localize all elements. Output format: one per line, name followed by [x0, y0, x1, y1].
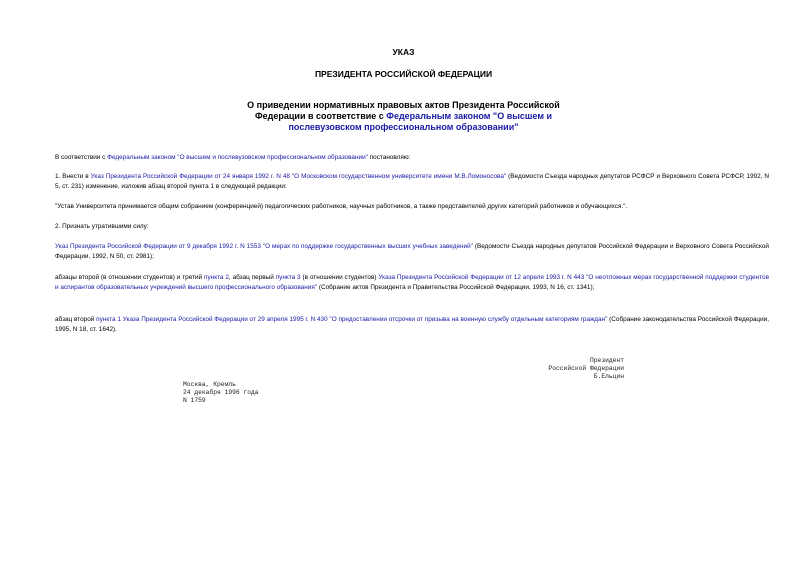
item-1-paragraph: [55, 172, 769, 192]
item-1-text-end: (Ведомости Съезда народных депутатов РСФСР и Верховного Совета РСФСР, 1992, N 5, ст. 231) изменение, изложив абзац второй пункта 1 в следующей редакции:: [55, 173, 769, 190]
place-date-block: [183, 381, 259, 405]
preamble-text-end: постановляю:: [367, 154, 411, 161]
repeal-paragraph-2: [55, 273, 769, 293]
preamble-paragraph: [55, 153, 769, 163]
item-1-text: 1. Внести в: [55, 173, 91, 180]
repeal-2-link-3[interactable]: Указа Президента Российской Федерации от 12 апреля 1993 г. N 443 "О неотложных мерах государственной поддержки студентов и аспирантов образовательных учреждений высшего профессионального образования": [55, 274, 770, 291]
federal-law-link-cont[interactable]: послевузовском профессиональном образовании": [288, 122, 519, 132]
repeal-1-link[interactable]: Указ Президента Российской Федерации от 9 декабря 1992 г. N 1553 "О мерах по поддержке государственных высших учебных заведений": [55, 243, 473, 250]
federal-law-link[interactable]: Федеральным законом "О высшем и: [386, 111, 553, 121]
repeal-2-link-2[interactable]: пункта 3: [275, 274, 301, 281]
repeal-2-text-4: (Собрание актов Президента и Правительства Российской Федерации, 1993, N 16, ст. 1341);: [317, 284, 595, 291]
item-2-paragraph: 2. Признать утратившими силу:: [55, 223, 149, 230]
decree-number: N 1759: [183, 397, 206, 404]
repeal-1-text: (Ведомости Съезда народных депутатов Российской Федерации и Верховного Совета Российской Федерации, 1992, N 50, ст. 2981);: [55, 243, 769, 260]
repeal-3-text-1: абзац второй: [55, 316, 97, 323]
repeal-2-text-1: абзацы второй (в отношении студентов) и третий: [55, 274, 205, 281]
date: 24 декабря 1996 года: [183, 389, 259, 396]
subject-line-2: [0, 111, 807, 122]
signature-office: Российской Федерации: [548, 365, 624, 372]
repeal-paragraph-3: [55, 315, 769, 335]
preamble-law-link[interactable]: Федеральным законом "О высшем и послевузовском профессиональном образовании": [107, 154, 368, 161]
charter-quote: "Устав Университета принимается общим собранием (конференцией) педагогических работников, научных работников, а также представителей других категорий работников и обучающихся.".: [55, 203, 628, 210]
preamble-text: В соответствии с: [55, 154, 108, 161]
repeal-3-text-2: (Собрание законодательства Российской Федерации, 1995, N 18, ст. 1642).: [55, 316, 769, 333]
signature-title: Президент: [589, 357, 624, 364]
repeal-paragraph-1: [55, 242, 769, 262]
signature-name: Б.Ельцин: [593, 373, 624, 380]
subject-line-1: О приведении нормативных правовых актов Президента Российской: [247, 100, 560, 110]
repeal-2-link-1[interactable]: пункта 2: [204, 274, 229, 281]
place: Москва, Кремль: [183, 381, 236, 388]
decree-title: УКАЗ: [392, 47, 415, 57]
signature-block: [548, 357, 624, 381]
item-1-decree-link[interactable]: Указ Президента Российской Федерации от 24 января 1992 г. N 48 "О Московском государственном университете имени М.В.Ломоносова": [90, 173, 507, 180]
decree-subject: [0, 100, 807, 133]
repeal-2-text-2: , абзац первый: [228, 274, 276, 281]
repeal-3-link[interactable]: пункта 1 Указа Президента Российской Федерации от 29 апреля 1995 г. N 430 "О предоставлении отсрочки от призыва на военную службу отдельным категориям граждан": [96, 316, 608, 323]
subject-text: Федерации в соответствие с: [254, 111, 387, 121]
repeal-2-text-3: (в отношении студентов): [300, 274, 379, 281]
decree-issuer: ПРЕЗИДЕНТА РОССИЙСКОЙ ФЕДЕРАЦИИ: [314, 69, 493, 79]
